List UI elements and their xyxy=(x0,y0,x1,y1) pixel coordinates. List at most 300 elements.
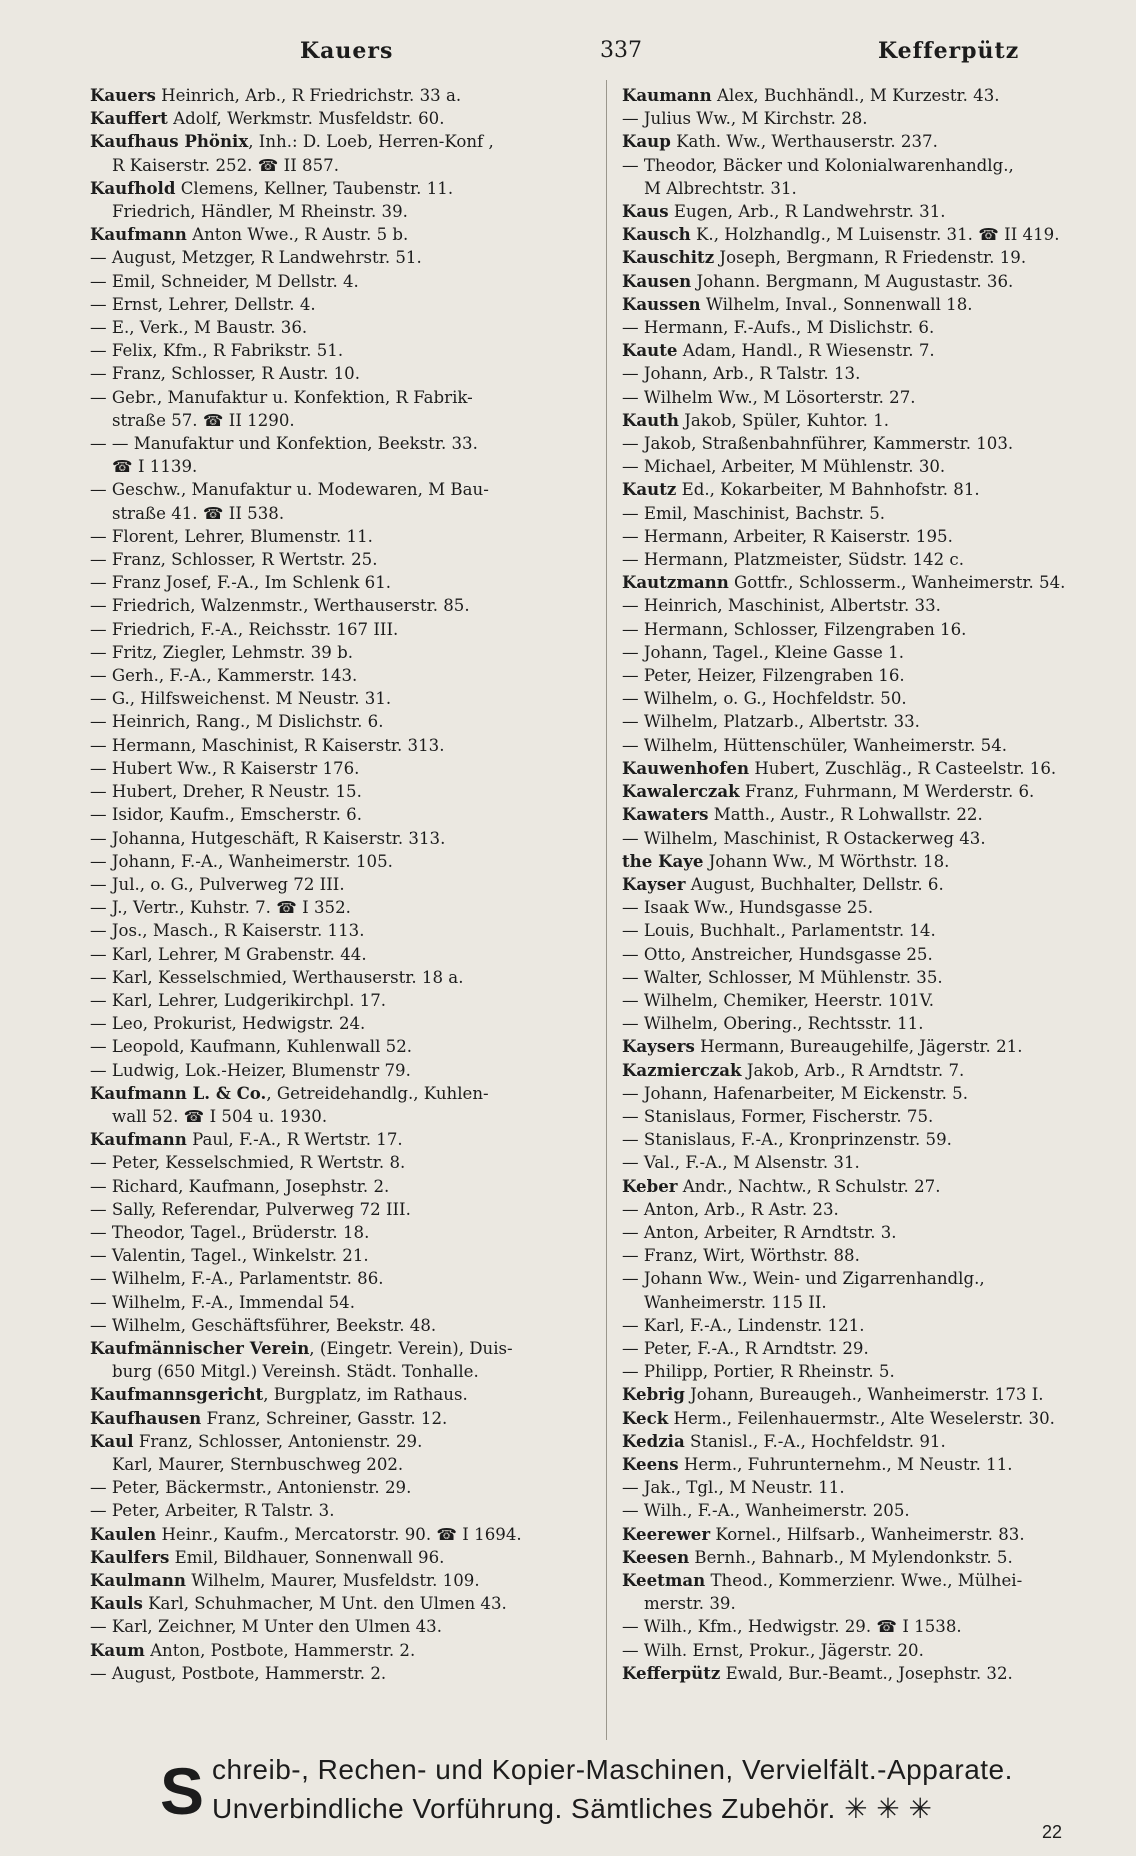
directory-entry xyxy=(622,1175,1128,1198)
entry-details: — E., Verk., M Baustr. 36. xyxy=(90,318,308,338)
directory-entry xyxy=(622,710,1128,733)
entry-details: Heinrich, Arb., R Friedrichstr. 33 a. xyxy=(155,86,462,105)
entry-details: — Johann, Tagel., Kleine Gasse 1. xyxy=(622,642,904,662)
directory-entry xyxy=(90,1105,600,1128)
entry-details: — Johann, Arb., R Talstr. 13. xyxy=(622,364,861,384)
entry-details: Jakob, Arb., R Arndtstr. 7. xyxy=(741,1060,965,1080)
directory-entry xyxy=(622,687,1128,710)
directory-entry xyxy=(622,1198,1128,1221)
directory-entry xyxy=(622,943,1128,966)
entry-surname: Kauschitz xyxy=(622,247,715,268)
entry-details: wall 52. ☎ I 504 u. 1930. xyxy=(112,1106,328,1126)
entry-details: Gottfr., Schlosserm., Wanheimerstr. 54. xyxy=(728,573,1066,593)
ad-initial: S xyxy=(160,1754,205,1828)
directory-entry xyxy=(90,757,600,780)
directory-entry xyxy=(90,1035,600,1058)
entry-surname: Kaulen xyxy=(90,1523,157,1544)
entry-details: — Jakob, Straßenbahnführer, Kammerstr. 103. xyxy=(622,434,1014,454)
directory-entry xyxy=(622,130,1128,153)
entry-details: R Kaiserstr. 252. ☎ II 857. xyxy=(112,155,339,175)
directory-entry xyxy=(622,1615,1128,1638)
entry-details: Wanheimerstr. 115 II. xyxy=(644,1292,827,1312)
directory-entry xyxy=(622,594,1128,617)
directory-entry xyxy=(622,1383,1128,1406)
directory-entry xyxy=(90,734,600,757)
entry-details: Anton Wwe., R Austr. 5 b. xyxy=(186,225,409,245)
directory-entry xyxy=(622,1499,1128,1522)
entry-details: straße 57. ☎ II 1290. xyxy=(112,410,295,430)
directory-entry xyxy=(622,1291,1128,1314)
entry-surname: Kauth xyxy=(622,409,679,430)
entry-details: — Franz, Schlosser, R Austr. 10. xyxy=(90,364,361,384)
directory-entry xyxy=(622,362,1128,385)
directory-entry xyxy=(622,409,1128,432)
directory-entry xyxy=(622,966,1128,989)
entry-details: — Wilhelm, Chemiker, Heerstr. 101V. xyxy=(622,990,935,1010)
entry-details: — Jos., Masch., R Kaiserstr. 113. xyxy=(90,921,365,941)
entry-surname: the Kaye xyxy=(622,850,704,871)
directory-entry xyxy=(622,525,1128,548)
directory-entry xyxy=(622,1035,1128,1058)
entry-details: — Richard, Kaufmann, Josephstr. 2. xyxy=(90,1176,390,1196)
directory-entry xyxy=(90,1546,600,1569)
directory-entry xyxy=(622,1221,1128,1244)
sheet-number: 22 xyxy=(1042,1822,1063,1842)
page-header xyxy=(0,34,1136,68)
directory-entry xyxy=(90,966,600,989)
entry-surname: Kaussen xyxy=(622,293,701,314)
entry-details: — Ludwig, Lok.-Heizer, Blumenstr 79. xyxy=(90,1060,411,1080)
directory-entry xyxy=(622,1662,1128,1685)
directory-entry xyxy=(622,502,1128,525)
directory-entry xyxy=(90,641,600,664)
entry-details: ☎ I 1139. xyxy=(112,457,198,477)
entry-details: — Heinrich, Rang., M Dislichstr. 6. xyxy=(90,712,384,732)
header-right-keyword: Kefferpütz xyxy=(878,38,1020,64)
entry-details: Herm., Feilenhauermstr., Alte Weselerstr. 30. xyxy=(668,1408,1055,1428)
entry-details: Alex, Buchhändl., M Kurzestr. 43. xyxy=(711,86,1000,105)
entry-details: — Theodor, Tagel., Brüderstr. 18. xyxy=(90,1222,370,1242)
entry-details: — Karl, Lehrer, Ludgerikirchpl. 17. xyxy=(90,990,387,1010)
entry-details: Franz, Schreiner, Gasstr. 12. xyxy=(201,1408,448,1428)
entry-details: — Karl, Zeichner, M Unter den Ulmen 43. xyxy=(90,1617,442,1637)
entry-surname: Kaufhaus Phönix xyxy=(90,131,249,152)
entry-details: Kornel., Hilfsarb., Wanheimerstr. 83. xyxy=(710,1524,1025,1544)
entry-surname: Keber xyxy=(622,1175,678,1196)
entry-surname: Kautz xyxy=(622,479,677,500)
directory-entry xyxy=(622,455,1128,478)
entry-details: Andr., Nachtw., R Schulstr. 27. xyxy=(677,1176,941,1196)
entry-surname: Kefferpütz xyxy=(622,1662,721,1683)
entry-details: , (Eingetr. Verein), Duis- xyxy=(309,1338,513,1358)
entry-details: — Leo, Prokurist, Hedwigstr. 24. xyxy=(90,1014,366,1034)
directory-entry xyxy=(90,896,600,919)
entry-details: burg (650 Mitgl.) Vereinsh. Städt. Tonhalle. xyxy=(112,1362,479,1382)
directory-entry xyxy=(622,316,1128,339)
entry-details: Ed., Kokarbeiter, M Bahnhofstr. 81. xyxy=(676,480,980,500)
entry-details: — Wilh. Ernst, Prokur., Jägerstr. 20. xyxy=(622,1640,924,1660)
directory-entry xyxy=(622,571,1128,594)
directory-entry xyxy=(622,339,1128,362)
entry-details: Heinr., Kaufm., Mercatorstr. 90. ☎ I 1694. xyxy=(156,1524,522,1544)
directory-entry xyxy=(90,1453,600,1476)
entry-details: Anton, Postbote, Hammerstr. 2. xyxy=(144,1640,416,1660)
entry-details: Bernh., Bahnarb., M Mylendonkstr. 5. xyxy=(689,1547,1013,1567)
entry-details: — Anton, Arb., R Astr. 23. xyxy=(622,1199,839,1219)
entry-surname: Keck xyxy=(622,1407,669,1428)
entry-surname: Keens xyxy=(622,1453,679,1474)
directory-entry xyxy=(90,710,600,733)
directory-entry xyxy=(90,386,600,409)
directory-entry xyxy=(90,1198,600,1221)
entry-surname: Kaus xyxy=(622,201,669,222)
entry-surname: Kauffert xyxy=(90,108,168,129)
entry-details: Clemens, Kellner, Taubenstr. 11. xyxy=(175,178,454,198)
directory-entry xyxy=(90,1175,600,1198)
entry-details: — Julius Ww., M Kirchstr. 28. xyxy=(622,109,868,129)
entry-details: — Peter, Kesselschmied, R Wertstr. 8. xyxy=(90,1153,406,1173)
directory-entry xyxy=(622,432,1128,455)
directory-entry xyxy=(622,200,1128,223)
directory-entry xyxy=(90,270,600,293)
entry-details: — Franz, Schlosser, R Wertstr. 25. xyxy=(90,550,378,570)
entry-details: August, Buchhalter, Dellstr. 6. xyxy=(685,874,944,894)
ad-line-1: chreib-, Rechen- und Kopier-Maschinen, Vervielfält.-Apparate. xyxy=(212,1754,1013,1785)
directory-entry xyxy=(90,827,600,850)
directory-entry xyxy=(90,107,600,130)
entry-details: — Geschw., Manufaktur u. Modewaren, M Bau- xyxy=(90,480,489,500)
directory-entry xyxy=(622,734,1128,757)
entry-details: M Albrechtstr. 31. xyxy=(644,178,797,198)
directory-entry xyxy=(90,455,600,478)
entry-surname: Kawalerczak xyxy=(622,781,740,802)
entry-details: — Wilhelm, F.-A., Immendal 54. xyxy=(90,1292,355,1312)
column-divider xyxy=(606,80,607,1740)
directory-entry xyxy=(90,873,600,896)
directory-entry xyxy=(90,1337,600,1360)
entry-surname: Kazmierczak xyxy=(622,1059,742,1080)
entry-details: Stanisl., F.-A., Hochfeldstr. 91. xyxy=(684,1431,946,1451)
entry-details: — Hermann, Maschinist, R Kaiserstr. 313. xyxy=(90,735,445,755)
entry-surname: Kaufmann L. & Co. xyxy=(90,1082,267,1103)
directory-entry xyxy=(90,316,600,339)
directory-entry xyxy=(622,827,1128,850)
left-column xyxy=(90,84,600,1685)
directory-entry xyxy=(90,943,600,966)
directory-entry xyxy=(90,1244,600,1267)
directory-entry xyxy=(622,1314,1128,1337)
directory-entry xyxy=(90,362,600,385)
advertisement xyxy=(130,1752,1120,1842)
directory-entry xyxy=(622,850,1128,873)
entry-surname: Kautzmann xyxy=(622,572,729,593)
entry-details: Wilhelm, Maurer, Musfeldstr. 109. xyxy=(185,1571,480,1590)
entry-surname: Kaum xyxy=(90,1639,145,1660)
entry-surname: Kaufmännischer Verein xyxy=(90,1337,310,1358)
entry-details: — Hermann, Arbeiter, R Kaiserstr. 195. xyxy=(622,526,953,546)
right-column xyxy=(622,84,1128,1685)
entry-details: — G., Hilfsweichenst. M Neustr. 31. xyxy=(90,689,392,709)
entry-surname: Kaufhold xyxy=(90,177,176,198)
directory-entry xyxy=(90,293,600,316)
entry-details: — Michael, Arbeiter, M Mühlenstr. 30. xyxy=(622,457,946,477)
entry-details: — Felix, Kfm., R Fabrikstr. 51. xyxy=(90,341,344,361)
entry-details: Adam, Handl., R Wiesenstr. 7. xyxy=(677,341,935,361)
directory-entry xyxy=(622,1476,1128,1499)
entry-details: — Louis, Buchhalt., Parlamentstr. 14. xyxy=(622,921,936,941)
directory-entry xyxy=(90,687,600,710)
entry-details: Franz, Schlosser, Antonienstr. 29. xyxy=(133,1431,423,1451)
entry-surname: Kaufmann xyxy=(90,224,187,245)
entry-details: — Emil, Maschinist, Bachstr. 5. xyxy=(622,503,886,523)
directory-entry xyxy=(622,1569,1128,1592)
entry-details: — J., Vertr., Kuhstr. 7. ☎ I 352. xyxy=(90,898,351,918)
directory-entry xyxy=(90,1314,600,1337)
directory-entry xyxy=(622,780,1128,803)
entry-details: K., Holzhandlg., M Luisenstr. 31. ☎ II 419. xyxy=(690,225,1060,245)
directory-entry xyxy=(622,1244,1128,1267)
entry-surname: Kaysers xyxy=(622,1036,695,1057)
entry-surname: Kaumann xyxy=(622,85,712,105)
directory-entry xyxy=(622,270,1128,293)
entry-details: Joseph, Bergmann, R Friedenstr. 19. xyxy=(714,248,1027,268)
entry-surname: Kausch xyxy=(622,224,691,245)
directory-entry xyxy=(622,1337,1128,1360)
directory-entry xyxy=(90,130,600,153)
directory-entry xyxy=(90,1407,600,1430)
directory-entry xyxy=(90,850,600,873)
entry-details: , Inh.: D. Loeb, Herren-Konf , xyxy=(248,132,494,152)
directory-entry xyxy=(90,1592,600,1615)
ad-line-2: Unverbindliche Vorführung. Sämtliches Zubehör. ✳ ✳ ✳ xyxy=(212,1793,933,1824)
directory-entry xyxy=(90,1360,600,1383)
directory-entry xyxy=(622,1012,1128,1035)
directory-entry xyxy=(90,478,600,501)
entry-details: — — Manufaktur und Konfektion, Beekstr. 33. xyxy=(90,434,478,454)
entry-details: — Johanna, Hutgeschäft, R Kaiserstr. 313. xyxy=(90,828,446,848)
entry-details: — Wilhelm, o. G., Hochfeldstr. 50. xyxy=(622,689,907,709)
entry-details: — Gebr., Manufaktur u. Konfektion, R Fabrik- xyxy=(90,387,473,407)
entry-details: — Theodor, Bäcker und Kolonialwarenhandlg., xyxy=(622,155,1014,175)
directory-entry xyxy=(90,548,600,571)
entry-details: Hermann, Bureaugehilfe, Jägerstr. 21. xyxy=(694,1037,1023,1057)
entry-details: Karl, Maurer, Sternbuschweg 202. xyxy=(112,1454,404,1474)
entry-surname: Kebrig xyxy=(622,1384,685,1405)
entry-details: — Jul., o. G., Pulverweg 72 III. xyxy=(90,874,345,894)
entry-details: — Sally, Referendar, Pulverweg 72 III. xyxy=(90,1199,411,1219)
directory-entry xyxy=(90,618,600,641)
directory-entry xyxy=(90,1059,600,1082)
entry-surname: Kaufhausen xyxy=(90,1407,202,1428)
entry-details: Wilhelm, Inval., Sonnenwall 18. xyxy=(700,294,973,314)
directory-entry xyxy=(90,664,600,687)
entry-details: Hubert, Zuschläg., R Casteelstr. 16. xyxy=(749,758,1057,778)
entry-details: — Florent, Lehrer, Blumenstr. 11. xyxy=(90,526,373,546)
directory-entry xyxy=(90,1523,600,1546)
entry-surname: Kauers xyxy=(90,85,156,105)
directory-entry xyxy=(622,548,1128,571)
entry-details: — Wilhelm, Hüttenschüler, Wanheimerstr. 54. xyxy=(622,735,1008,755)
entry-details: straße 41. ☎ II 538. xyxy=(112,503,285,523)
entry-surname: Kaulmann xyxy=(90,1570,186,1590)
directory-entry xyxy=(90,1662,600,1685)
directory-entry xyxy=(90,502,600,525)
entry-details: — Fritz, Ziegler, Lehmstr. 39 b. xyxy=(90,642,354,662)
entry-details: Herm., Fuhrunternehm., M Neustr. 11. xyxy=(678,1454,1013,1474)
directory-entry xyxy=(90,1012,600,1035)
directory-entry xyxy=(90,1221,600,1244)
entry-details: — Walter, Schlosser, M Mühlenstr. 35. xyxy=(622,967,943,987)
directory-entry xyxy=(622,1082,1128,1105)
directory-entry xyxy=(622,989,1128,1012)
directory-entry xyxy=(622,1128,1128,1151)
entry-details: — Ernst, Lehrer, Dellstr. 4. xyxy=(90,294,316,314)
entry-details: — Karl, Lehrer, M Grabenstr. 44. xyxy=(90,944,367,964)
entry-details: — Wilh., F.-A., Wanheimerstr. 205. xyxy=(622,1501,910,1521)
directory-entry xyxy=(622,246,1128,269)
entry-details: Friedrich, Händler, M Rheinstr. 39. xyxy=(112,202,408,222)
entry-details: Kath. Ww., Werthauserstr. 237. xyxy=(670,132,938,152)
entry-surname: Kauls xyxy=(90,1593,143,1614)
directory-entry xyxy=(622,177,1128,200)
entry-surname: Kaufmannsgericht xyxy=(90,1384,264,1405)
entry-details: — Gerh., F.-A., Kammerstr. 143. xyxy=(90,666,358,686)
entry-details: merstr. 39. xyxy=(644,1594,736,1614)
directory-entry xyxy=(622,1639,1128,1662)
entry-details: — August, Postbote, Hammerstr. 2. xyxy=(90,1663,387,1683)
entry-details: — Peter, Heizer, Filzengraben 16. xyxy=(622,666,905,686)
directory-entry xyxy=(622,1059,1128,1082)
directory-entry xyxy=(90,594,600,617)
directory-entry xyxy=(90,223,600,246)
directory-entry xyxy=(90,1476,600,1499)
entry-details: — Peter, F.-A., R Arndtstr. 29. xyxy=(622,1338,869,1358)
directory-entry xyxy=(622,896,1128,919)
directory-entry xyxy=(90,154,600,177)
entry-details: Theod., Kommerzienr. Wwe., Mülhei- xyxy=(705,1571,1023,1590)
entry-details: Matth., Austr., R Lohwallstr. 22. xyxy=(708,805,983,825)
entry-details: — Hubert Ww., R Kaiserstr 176. xyxy=(90,758,360,778)
directory-entry xyxy=(622,1592,1128,1615)
entry-surname: Kaul xyxy=(90,1430,134,1451)
entry-surname: Kaufmann xyxy=(90,1129,187,1150)
entry-details: Johann Ww., M Wörthstr. 18. xyxy=(703,851,950,871)
entry-details: — Wilh., Kfm., Hedwigstr. 29. ☎ I 1538. xyxy=(622,1617,962,1637)
entry-details: — Karl, F.-A., Lindenstr. 121. xyxy=(622,1315,865,1335)
entry-details: — Otto, Anstreicher, Hundsgasse 25. xyxy=(622,944,933,964)
entry-details: Paul, F.-A., R Wertstr. 17. xyxy=(186,1130,403,1150)
directory-entry xyxy=(622,1546,1128,1569)
directory-entry xyxy=(90,1569,600,1592)
entry-details: — Stanislaus, F.-A., Kronprinzenstr. 59. xyxy=(622,1130,952,1150)
directory-entry xyxy=(90,989,600,1012)
directory-entry xyxy=(90,1430,600,1453)
directory-entry xyxy=(90,1383,600,1406)
directory-entry xyxy=(622,757,1128,780)
entry-surname: Kaute xyxy=(622,340,678,361)
entry-surname: Kaulfers xyxy=(90,1546,170,1567)
directory-entry xyxy=(622,1523,1128,1546)
directory-entry xyxy=(622,386,1128,409)
directory-entry xyxy=(90,1291,600,1314)
entry-details: — Friedrich, F.-A., Reichsstr. 167 III. xyxy=(90,619,399,639)
directory-entry xyxy=(622,478,1128,501)
directory-entry xyxy=(90,1151,600,1174)
directory-entry xyxy=(622,84,1128,107)
directory-entry xyxy=(622,919,1128,942)
directory-entry xyxy=(622,1453,1128,1476)
directory-entry xyxy=(90,84,600,107)
directory-entry xyxy=(622,1151,1128,1174)
directory-entry xyxy=(622,618,1128,641)
directory-entry xyxy=(622,1267,1128,1290)
entry-details: — Anton, Arbeiter, R Arndtstr. 3. xyxy=(622,1222,897,1242)
directory-entry xyxy=(622,664,1128,687)
page-number: 337 xyxy=(600,38,642,63)
entry-details: — Peter, Arbeiter, R Talstr. 3. xyxy=(90,1501,335,1521)
directory-entry xyxy=(90,177,600,200)
directory-entry xyxy=(90,1128,600,1151)
entry-surname: Keetman xyxy=(622,1570,706,1590)
entry-details: — Johann, F.-A., Wanheimerstr. 105. xyxy=(90,851,393,871)
entry-details: Johann. Bergmann, M Augustastr. 36. xyxy=(691,271,1014,291)
entry-surname: Keerewer xyxy=(622,1523,711,1544)
directory-entry xyxy=(622,1430,1128,1453)
entry-details: — Hermann, Schlosser, Filzengraben 16. xyxy=(622,619,967,639)
entry-details: — Wilhelm, Obering., Rechtsstr. 11. xyxy=(622,1014,924,1034)
entry-details: — August, Metzger, R Landwehrstr. 51. xyxy=(90,248,422,268)
entry-details: — Wilhelm, Maschinist, R Ostackerweg 43. xyxy=(622,828,986,848)
entry-surname: Kayser xyxy=(622,873,686,894)
entry-surname: Kauwenhofen xyxy=(622,757,750,778)
directory-entry xyxy=(90,246,600,269)
entry-details: — Peter, Bäckermstr., Antonienstr. 29. xyxy=(90,1478,412,1498)
entry-details: — Emil, Schneider, M Dellstr. 4. xyxy=(90,271,359,291)
directory-entry xyxy=(90,1615,600,1638)
directory-entry xyxy=(622,873,1128,896)
entry-details: — Hubert, Dreher, R Neustr. 15. xyxy=(90,782,362,802)
entry-details: — Jak., Tgl., M Neustr. 11. xyxy=(622,1478,845,1498)
directory-entry xyxy=(90,571,600,594)
directory-entry xyxy=(622,107,1128,130)
header-left-keyword: Kauers xyxy=(300,38,394,64)
entry-details: — Val., F.-A., M Alsenstr. 31. xyxy=(622,1153,860,1173)
entry-details: — Philipp, Portier, R Rheinstr. 5. xyxy=(622,1362,895,1382)
directory-entry xyxy=(622,223,1128,246)
directory-entry xyxy=(622,803,1128,826)
directory-entry xyxy=(622,641,1128,664)
entry-details: — Isidor, Kaufm., Emscherstr. 6. xyxy=(90,805,362,825)
directory-entry xyxy=(90,919,600,942)
entry-details: — Hermann, Platzmeister, Südstr. 142 c. xyxy=(622,550,964,570)
entry-details: — Hermann, F.-Aufs., M Dislichstr. 6. xyxy=(622,318,935,338)
entry-surname: Keesen xyxy=(622,1546,690,1567)
entry-details: Franz, Fuhrmann, M Werderstr. 6. xyxy=(739,782,1035,802)
entry-details: Jakob, Spüler, Kuhtor. 1. xyxy=(678,410,890,430)
directory-entry xyxy=(622,1407,1128,1430)
entry-details: — Wilhelm, Geschäftsführer, Beekstr. 48. xyxy=(90,1315,437,1335)
directory-entry xyxy=(90,1499,600,1522)
entry-details: — Karl, Kesselschmied, Werthauserstr. 18 a. xyxy=(90,967,464,987)
entry-surname: Kausen xyxy=(622,270,692,291)
entry-details: Ewald, Bur.-Beamt., Josephstr. 32. xyxy=(720,1663,1013,1683)
entry-details: — Valentin, Tagel., Winkelstr. 21. xyxy=(90,1246,369,1266)
entry-details: — Stanislaus, Former, Fischerstr. 75. xyxy=(622,1106,934,1126)
directory-entry xyxy=(622,1360,1128,1383)
entry-details: Johann, Bureaugeh., Wanheimerstr. 173 I. xyxy=(684,1385,1044,1405)
directory-entry xyxy=(90,432,600,455)
entry-details: — Johann Ww., Wein- und Zigarrenhandlg., xyxy=(622,1269,985,1289)
